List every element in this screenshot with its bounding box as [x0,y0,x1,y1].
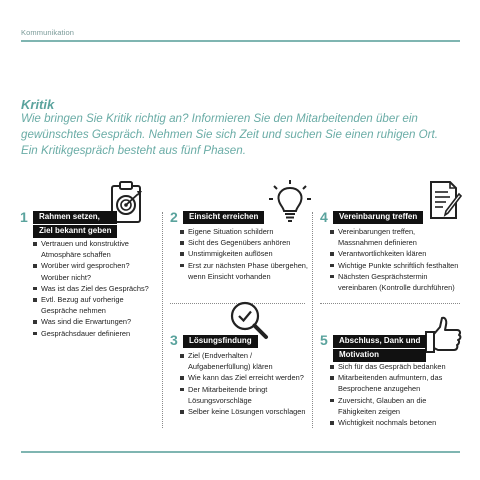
intro-line: Ein Kritikgespräch besteht aus fünf Phasen. [21,144,246,157]
column-divider [162,212,163,428]
row-divider [320,303,460,304]
list-item: Nächsten Gesprächstermin vereinbaren (Kontrolle durchführen) [330,271,460,293]
document-pen-icon [428,180,464,222]
list-item: Unstimmigkeiten auflösen [180,248,308,259]
lightbulb-icon [268,180,312,226]
phase-number: 2 [170,209,178,225]
phase-title [333,335,426,363]
list-item: Sicht des Gegenübers anhören [180,237,308,248]
list-item: Erst zur nächsten Phase übergehen, wenn Einsicht vorhanden [180,260,308,282]
phase-number: 4 [320,209,328,225]
list-item: Wichtigkeit nochmals betonen [330,417,458,428]
list-item: Gesprächsdauer definieren [33,328,158,339]
list-item: Ziel (Endverhalten / Aufgabenerfüllung) klären [180,350,308,372]
list-item: Zuversicht, Glauben an die Fähigkeiten zeigen [330,395,458,417]
intro-line: Wie bringen Sie Kritik richtig an? Informieren Sie den Mitarbeitenden über ein [21,112,418,125]
intro-text [21,111,461,159]
list-item: Was sind die Erwartungen? [33,316,158,327]
intro-line: gewünschtes Gespräch. Nehmen Sie sich Zeit und suchen Sie einen ruhigen Ort. [21,128,438,141]
phase-title-line: Lösungsfindung [186,335,255,347]
list-item: Verantwortlichkeiten klären [330,248,460,259]
phase-title [333,211,423,225]
phase-number: 1 [20,209,28,225]
list-item: Eigene Situation schildern [180,226,308,237]
phase-items [180,350,308,417]
list-item: Vereinbarungen treffen, Massnahmen definieren [330,226,460,248]
phase-title-line: Vereinbarung treffen [336,211,420,223]
list-item: Sich für das Gespräch bedanken [330,361,458,372]
list-item: Evtl. Bezug auf vorherige Gespräche nehmen [33,294,158,316]
phase-items [330,226,460,293]
list-item: Selber keine Lösungen vorschlagen [180,406,308,417]
bottom-divider [21,451,460,453]
phase-items [180,226,308,282]
phase-title-line: Ziel bekannt geben [36,225,114,237]
phase-title-line: Rahmen setzen, [36,211,103,223]
list-item: Wie kann das Ziel erreicht werden? [180,372,308,383]
top-divider [21,40,460,42]
phase-title [183,211,264,225]
section-label: Kommunikation [21,28,74,37]
list-item: Worüber wird gesprochen? Worüber nicht? [33,260,158,282]
phase-number: 5 [320,332,328,348]
phase-title [33,211,117,239]
phase-items [33,238,158,339]
list-item: Was ist das Ziel des Gesprächs? [33,283,158,294]
list-item: Vertrauen und konstruktive Atmosphäre schaffen [33,238,158,260]
thumbs-up-icon [424,315,464,355]
phase-title-line: Motivation [336,349,382,361]
list-item: Der Mitarbeitende bringt Lösungsvorschläge [180,384,308,406]
phase-title-line: Einsicht erreichen [186,211,261,223]
list-item: Wichtige Punkte schriftlich festhalten [330,260,460,271]
phase-title-line: Abschluss, Dank und [336,335,423,347]
phase-number: 3 [170,332,178,348]
phase-title [183,335,258,349]
column-divider [312,212,313,428]
phase-items [330,361,458,428]
intro-title: Kritik [21,97,55,112]
list-item: Mitarbeitenden aufmuntern, das Besprochene anzugehen [330,372,458,394]
